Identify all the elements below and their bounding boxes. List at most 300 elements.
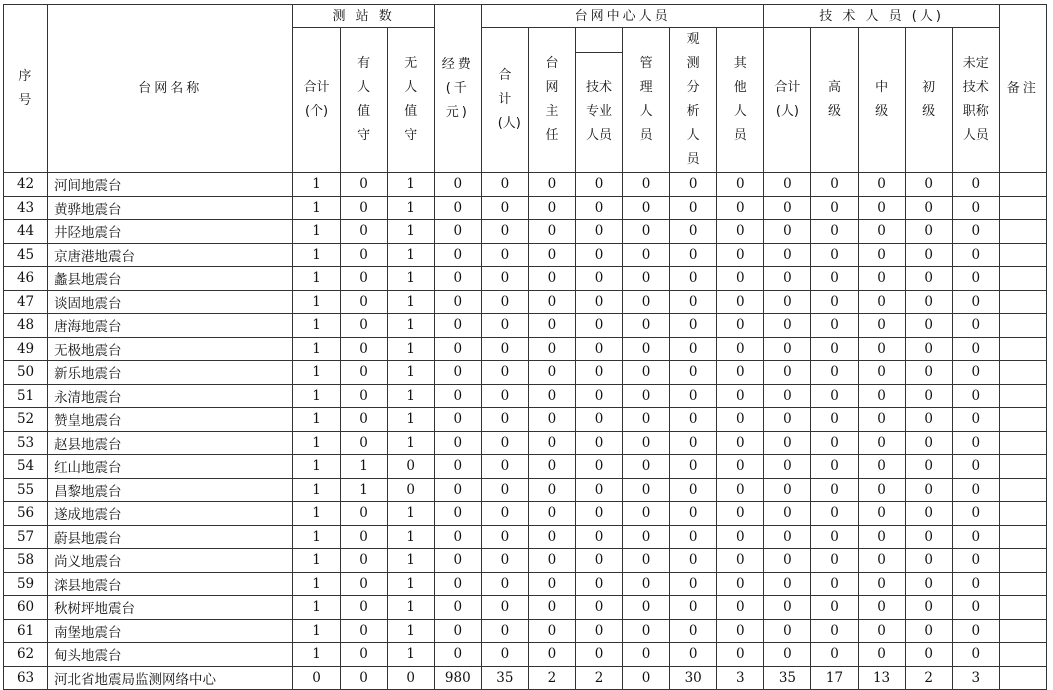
row-cell: 0 bbox=[575, 596, 622, 620]
row-cell: 0 bbox=[670, 337, 717, 361]
row-cell: 0 bbox=[481, 196, 528, 220]
row-cell: 1 bbox=[387, 549, 434, 573]
row-cell: 0 bbox=[670, 196, 717, 220]
row-cell: 0 bbox=[670, 596, 717, 620]
row-cell: 0 bbox=[623, 196, 670, 220]
row-cell: 0 bbox=[528, 502, 575, 526]
row-cell: 0 bbox=[623, 220, 670, 244]
row-cell: 1 bbox=[293, 478, 340, 502]
row-cell: 0 bbox=[528, 408, 575, 432]
row-cell: 0 bbox=[811, 596, 858, 620]
row-cell: 0 bbox=[858, 408, 905, 432]
table-row bbox=[4, 572, 1047, 596]
row-cell: 1 bbox=[387, 408, 434, 432]
row-cell: 0 bbox=[905, 502, 952, 526]
row-remark bbox=[999, 525, 1046, 549]
header-center-tech: 技术专业人员 bbox=[575, 52, 622, 173]
row-remark bbox=[999, 619, 1046, 643]
row-cell: 0 bbox=[952, 384, 999, 408]
row-cell: 0 bbox=[811, 220, 858, 244]
row-cell: 1 bbox=[293, 196, 340, 220]
table-row bbox=[4, 220, 1047, 244]
row-cell: 0 bbox=[764, 173, 811, 197]
row-cell: 0 bbox=[764, 455, 811, 479]
header-stations-manned: 有人值守 bbox=[340, 28, 387, 173]
row-cell: 0 bbox=[481, 314, 528, 338]
row-cell: 0 bbox=[340, 572, 387, 596]
row-cell: 0 bbox=[528, 549, 575, 573]
row-cell: 0 bbox=[811, 314, 858, 338]
row-cell: 1 bbox=[340, 478, 387, 502]
row-cell: 0 bbox=[764, 572, 811, 596]
row-remark bbox=[999, 666, 1046, 690]
row-cell: 0 bbox=[340, 525, 387, 549]
row-name: 黄骅地震台 bbox=[48, 196, 293, 220]
row-cell: 0 bbox=[575, 337, 622, 361]
row-cell: 0 bbox=[575, 173, 622, 197]
table-row bbox=[4, 525, 1047, 549]
row-cell: 1 bbox=[387, 361, 434, 385]
table-row bbox=[4, 173, 1047, 197]
row-cell: 0 bbox=[905, 267, 952, 291]
row-cell: 0 bbox=[387, 478, 434, 502]
row-cell: 0 bbox=[811, 267, 858, 291]
table-row bbox=[4, 666, 1047, 690]
row-cell: 0 bbox=[717, 220, 764, 244]
row-cell: 13 bbox=[858, 666, 905, 690]
row-cell: 0 bbox=[952, 196, 999, 220]
row-cell: 0 bbox=[623, 525, 670, 549]
row-cell: 0 bbox=[717, 525, 764, 549]
row-cell: 0 bbox=[481, 525, 528, 549]
row-cell: 0 bbox=[575, 431, 622, 455]
row-cell: 0 bbox=[717, 596, 764, 620]
row-cell: 0 bbox=[528, 173, 575, 197]
row-seq: 59 bbox=[4, 572, 48, 596]
row-cell: 0 bbox=[952, 408, 999, 432]
row-cell: 0 bbox=[528, 314, 575, 338]
row-name: 秋树坪地震台 bbox=[48, 596, 293, 620]
header-seq: 序号 bbox=[4, 5, 48, 173]
row-cell: 980 bbox=[434, 666, 481, 690]
row-cell: 0 bbox=[387, 455, 434, 479]
row-cell: 0 bbox=[717, 290, 764, 314]
row-cell: 0 bbox=[528, 455, 575, 479]
row-cell: 0 bbox=[952, 572, 999, 596]
row-cell: 0 bbox=[670, 619, 717, 643]
row-cell: 0 bbox=[670, 478, 717, 502]
row-cell: 2 bbox=[905, 666, 952, 690]
table-row bbox=[4, 267, 1047, 291]
row-cell: 0 bbox=[575, 525, 622, 549]
row-remark bbox=[999, 337, 1046, 361]
header-tech-total: 合计(人) bbox=[764, 28, 811, 173]
row-cell: 0 bbox=[952, 619, 999, 643]
row-cell: 0 bbox=[434, 173, 481, 197]
row-name: 蠡县地震台 bbox=[48, 267, 293, 291]
row-cell: 0 bbox=[811, 502, 858, 526]
row-cell: 17 bbox=[811, 666, 858, 690]
row-cell: 0 bbox=[340, 502, 387, 526]
row-cell: 0 bbox=[811, 361, 858, 385]
row-cell: 0 bbox=[670, 572, 717, 596]
row-cell: 0 bbox=[528, 619, 575, 643]
header-center-analysis: 观测分析人员 bbox=[670, 28, 717, 173]
row-cell: 0 bbox=[670, 243, 717, 267]
row-cell: 1 bbox=[293, 619, 340, 643]
row-cell: 0 bbox=[670, 643, 717, 667]
row-cell: 0 bbox=[434, 596, 481, 620]
row-cell: 0 bbox=[905, 290, 952, 314]
row-cell: 0 bbox=[623, 619, 670, 643]
header-tech-group: 技 术 人 员 (人) bbox=[764, 5, 999, 28]
row-cell: 0 bbox=[528, 384, 575, 408]
row-cell: 0 bbox=[481, 337, 528, 361]
row-cell: 0 bbox=[811, 572, 858, 596]
row-cell: 0 bbox=[340, 643, 387, 667]
row-cell: 0 bbox=[764, 337, 811, 361]
row-cell: 0 bbox=[575, 502, 622, 526]
row-cell: 0 bbox=[575, 267, 622, 291]
row-cell: 0 bbox=[340, 666, 387, 690]
row-cell: 0 bbox=[764, 196, 811, 220]
row-cell: 0 bbox=[764, 431, 811, 455]
row-cell: 0 bbox=[764, 643, 811, 667]
row-cell: 0 bbox=[528, 220, 575, 244]
row-name: 唐海地震台 bbox=[48, 314, 293, 338]
row-cell: 0 bbox=[575, 220, 622, 244]
row-remark bbox=[999, 220, 1046, 244]
row-remark bbox=[999, 643, 1046, 667]
row-cell: 0 bbox=[764, 549, 811, 573]
row-cell: 0 bbox=[858, 431, 905, 455]
row-cell: 0 bbox=[481, 478, 528, 502]
header-remark: 备注 bbox=[999, 5, 1046, 173]
row-cell: 0 bbox=[340, 361, 387, 385]
row-cell: 0 bbox=[717, 619, 764, 643]
row-name: 昌黎地震台 bbox=[48, 478, 293, 502]
row-cell: 0 bbox=[858, 525, 905, 549]
row-cell: 0 bbox=[481, 549, 528, 573]
header-stations-total: 合计(个) bbox=[293, 28, 340, 173]
row-cell: 0 bbox=[623, 408, 670, 432]
row-cell: 0 bbox=[905, 572, 952, 596]
row-cell: 0 bbox=[623, 267, 670, 291]
row-cell: 0 bbox=[905, 596, 952, 620]
row-cell: 1 bbox=[293, 525, 340, 549]
row-cell: 0 bbox=[764, 243, 811, 267]
row-cell: 2 bbox=[528, 666, 575, 690]
table-body bbox=[4, 173, 1047, 690]
row-cell: 0 bbox=[858, 455, 905, 479]
row-cell: 0 bbox=[905, 408, 952, 432]
row-cell: 1 bbox=[293, 384, 340, 408]
row-cell: 0 bbox=[575, 619, 622, 643]
header-funding: 经费(千元) bbox=[434, 5, 481, 173]
row-cell: 0 bbox=[340, 220, 387, 244]
row-cell: 1 bbox=[293, 431, 340, 455]
row-cell: 0 bbox=[623, 643, 670, 667]
row-cell: 0 bbox=[623, 478, 670, 502]
table-header bbox=[4, 5, 1047, 173]
row-cell: 0 bbox=[670, 290, 717, 314]
row-cell: 0 bbox=[858, 173, 905, 197]
row-cell: 0 bbox=[811, 408, 858, 432]
row-name: 尚义地震台 bbox=[48, 549, 293, 573]
row-cell: 0 bbox=[528, 643, 575, 667]
row-name: 南堡地震台 bbox=[48, 619, 293, 643]
row-cell: 0 bbox=[858, 384, 905, 408]
row-name: 河北省地震局监测网络中心 bbox=[48, 666, 293, 690]
row-cell: 0 bbox=[858, 643, 905, 667]
row-cell: 0 bbox=[670, 314, 717, 338]
row-cell: 1 bbox=[293, 572, 340, 596]
row-cell: 0 bbox=[858, 267, 905, 291]
row-cell: 1 bbox=[293, 173, 340, 197]
row-cell: 0 bbox=[670, 173, 717, 197]
row-cell: 0 bbox=[764, 596, 811, 620]
row-cell: 0 bbox=[434, 337, 481, 361]
row-cell: 35 bbox=[481, 666, 528, 690]
row-cell: 0 bbox=[858, 290, 905, 314]
row-seq: 54 bbox=[4, 455, 48, 479]
row-cell: 0 bbox=[905, 525, 952, 549]
row-cell: 0 bbox=[575, 196, 622, 220]
row-cell: 0 bbox=[905, 384, 952, 408]
row-cell: 0 bbox=[858, 337, 905, 361]
row-name: 滦县地震台 bbox=[48, 572, 293, 596]
table-row bbox=[4, 290, 1047, 314]
table-row bbox=[4, 455, 1047, 479]
row-cell: 0 bbox=[717, 431, 764, 455]
row-cell: 0 bbox=[811, 643, 858, 667]
row-cell: 1 bbox=[387, 384, 434, 408]
header-tech-junior: 初级 bbox=[905, 28, 952, 173]
row-cell: 0 bbox=[575, 384, 622, 408]
table-row bbox=[4, 314, 1047, 338]
row-seq: 46 bbox=[4, 267, 48, 291]
row-cell: 1 bbox=[387, 431, 434, 455]
row-seq: 43 bbox=[4, 196, 48, 220]
row-cell: 0 bbox=[952, 267, 999, 291]
row-cell: 1 bbox=[387, 243, 434, 267]
row-cell: 0 bbox=[340, 290, 387, 314]
row-cell: 0 bbox=[670, 361, 717, 385]
row-cell: 0 bbox=[623, 666, 670, 690]
row-remark bbox=[999, 267, 1046, 291]
row-cell: 0 bbox=[623, 361, 670, 385]
row-cell: 0 bbox=[434, 619, 481, 643]
header-center-tech-top bbox=[575, 28, 622, 53]
row-remark bbox=[999, 502, 1046, 526]
row-cell: 0 bbox=[717, 361, 764, 385]
row-cell: 1 bbox=[293, 267, 340, 291]
row-cell: 1 bbox=[293, 643, 340, 667]
row-cell: 0 bbox=[670, 549, 717, 573]
row-cell: 0 bbox=[952, 502, 999, 526]
row-cell: 0 bbox=[952, 290, 999, 314]
row-cell: 0 bbox=[764, 220, 811, 244]
row-cell: 30 bbox=[670, 666, 717, 690]
row-cell: 0 bbox=[670, 384, 717, 408]
row-cell: 0 bbox=[340, 408, 387, 432]
network-staff-table bbox=[3, 4, 1047, 690]
row-cell: 0 bbox=[764, 314, 811, 338]
row-cell: 0 bbox=[623, 455, 670, 479]
row-remark bbox=[999, 549, 1046, 573]
row-seq: 57 bbox=[4, 525, 48, 549]
row-cell: 0 bbox=[811, 455, 858, 479]
row-cell: 1 bbox=[293, 455, 340, 479]
row-name: 谈固地震台 bbox=[48, 290, 293, 314]
row-cell: 0 bbox=[764, 478, 811, 502]
row-cell: 0 bbox=[434, 572, 481, 596]
row-cell: 0 bbox=[717, 173, 764, 197]
row-cell: 0 bbox=[528, 267, 575, 291]
header-tech-senior: 高级 bbox=[811, 28, 858, 173]
row-cell: 0 bbox=[528, 290, 575, 314]
row-cell: 0 bbox=[952, 643, 999, 667]
row-cell: 0 bbox=[717, 549, 764, 573]
row-cell: 0 bbox=[528, 478, 575, 502]
row-cell: 1 bbox=[293, 290, 340, 314]
row-name: 蔚县地震台 bbox=[48, 525, 293, 549]
row-cell: 1 bbox=[387, 196, 434, 220]
row-cell: 0 bbox=[670, 267, 717, 291]
row-cell: 0 bbox=[340, 243, 387, 267]
table-row bbox=[4, 643, 1047, 667]
row-cell: 0 bbox=[905, 478, 952, 502]
header-tech-untitled: 未定技术职称人员 bbox=[952, 28, 999, 173]
row-cell: 1 bbox=[387, 643, 434, 667]
row-cell: 0 bbox=[670, 220, 717, 244]
row-cell: 0 bbox=[952, 173, 999, 197]
row-cell: 1 bbox=[293, 361, 340, 385]
row-cell: 0 bbox=[905, 243, 952, 267]
row-seq: 58 bbox=[4, 549, 48, 573]
row-cell: 0 bbox=[623, 431, 670, 455]
row-cell: 0 bbox=[575, 572, 622, 596]
row-cell: 0 bbox=[670, 525, 717, 549]
row-cell: 0 bbox=[434, 549, 481, 573]
row-cell: 0 bbox=[717, 572, 764, 596]
row-cell: 0 bbox=[717, 478, 764, 502]
row-cell: 0 bbox=[858, 220, 905, 244]
row-cell: 0 bbox=[858, 314, 905, 338]
row-name: 甸头地震台 bbox=[48, 643, 293, 667]
row-cell: 0 bbox=[811, 431, 858, 455]
row-name: 新乐地震台 bbox=[48, 361, 293, 385]
row-remark bbox=[999, 361, 1046, 385]
row-cell: 0 bbox=[764, 502, 811, 526]
row-cell: 0 bbox=[434, 502, 481, 526]
row-seq: 52 bbox=[4, 408, 48, 432]
row-name: 红山地震台 bbox=[48, 455, 293, 479]
row-seq: 55 bbox=[4, 478, 48, 502]
row-cell: 1 bbox=[293, 408, 340, 432]
row-cell: 0 bbox=[623, 384, 670, 408]
table-row bbox=[4, 384, 1047, 408]
row-cell: 0 bbox=[952, 455, 999, 479]
row-cell: 0 bbox=[952, 596, 999, 620]
row-seq: 53 bbox=[4, 431, 48, 455]
row-name: 遂成地震台 bbox=[48, 502, 293, 526]
row-cell: 1 bbox=[387, 314, 434, 338]
table-row bbox=[4, 243, 1047, 267]
row-cell: 0 bbox=[905, 337, 952, 361]
row-cell: 0 bbox=[481, 596, 528, 620]
row-cell: 0 bbox=[481, 220, 528, 244]
row-seq: 50 bbox=[4, 361, 48, 385]
row-cell: 0 bbox=[858, 243, 905, 267]
row-seq: 56 bbox=[4, 502, 48, 526]
row-remark bbox=[999, 243, 1046, 267]
row-cell: 0 bbox=[528, 525, 575, 549]
row-cell: 0 bbox=[952, 431, 999, 455]
row-cell: 1 bbox=[293, 243, 340, 267]
header-center-group: 台网中心人员 bbox=[481, 5, 764, 28]
row-cell: 0 bbox=[811, 173, 858, 197]
row-cell: 1 bbox=[293, 596, 340, 620]
row-cell: 0 bbox=[717, 243, 764, 267]
row-cell: 1 bbox=[387, 525, 434, 549]
row-cell: 1 bbox=[340, 455, 387, 479]
row-cell: 0 bbox=[858, 478, 905, 502]
row-cell: 0 bbox=[340, 196, 387, 220]
row-cell: 0 bbox=[764, 290, 811, 314]
row-remark bbox=[999, 431, 1046, 455]
row-cell: 0 bbox=[717, 337, 764, 361]
row-cell: 0 bbox=[811, 619, 858, 643]
row-cell: 0 bbox=[340, 267, 387, 291]
row-cell: 0 bbox=[717, 314, 764, 338]
row-cell: 0 bbox=[905, 173, 952, 197]
row-name: 赞皇地震台 bbox=[48, 408, 293, 432]
row-cell: 1 bbox=[293, 220, 340, 244]
row-cell: 0 bbox=[623, 502, 670, 526]
row-cell: 0 bbox=[481, 455, 528, 479]
row-cell: 0 bbox=[340, 549, 387, 573]
row-cell: 0 bbox=[434, 431, 481, 455]
row-cell: 0 bbox=[481, 619, 528, 643]
table-row bbox=[4, 408, 1047, 432]
row-cell: 0 bbox=[575, 643, 622, 667]
row-cell: 0 bbox=[811, 384, 858, 408]
header-tech-mid: 中级 bbox=[858, 28, 905, 173]
row-cell: 0 bbox=[811, 525, 858, 549]
row-name: 京唐港地震台 bbox=[48, 243, 293, 267]
row-remark bbox=[999, 596, 1046, 620]
row-remark bbox=[999, 572, 1046, 596]
row-cell: 0 bbox=[434, 220, 481, 244]
row-cell: 1 bbox=[387, 572, 434, 596]
table-row bbox=[4, 478, 1047, 502]
row-cell: 0 bbox=[340, 596, 387, 620]
row-cell: 0 bbox=[575, 243, 622, 267]
row-cell: 0 bbox=[811, 478, 858, 502]
row-cell: 0 bbox=[340, 384, 387, 408]
row-cell: 0 bbox=[528, 243, 575, 267]
row-cell: 0 bbox=[952, 337, 999, 361]
row-cell: 0 bbox=[434, 455, 481, 479]
row-cell: 0 bbox=[575, 361, 622, 385]
row-cell: 1 bbox=[387, 267, 434, 291]
row-cell: 0 bbox=[905, 361, 952, 385]
row-cell: 0 bbox=[670, 408, 717, 432]
table-row bbox=[4, 196, 1047, 220]
row-cell: 0 bbox=[858, 596, 905, 620]
row-remark bbox=[999, 196, 1046, 220]
